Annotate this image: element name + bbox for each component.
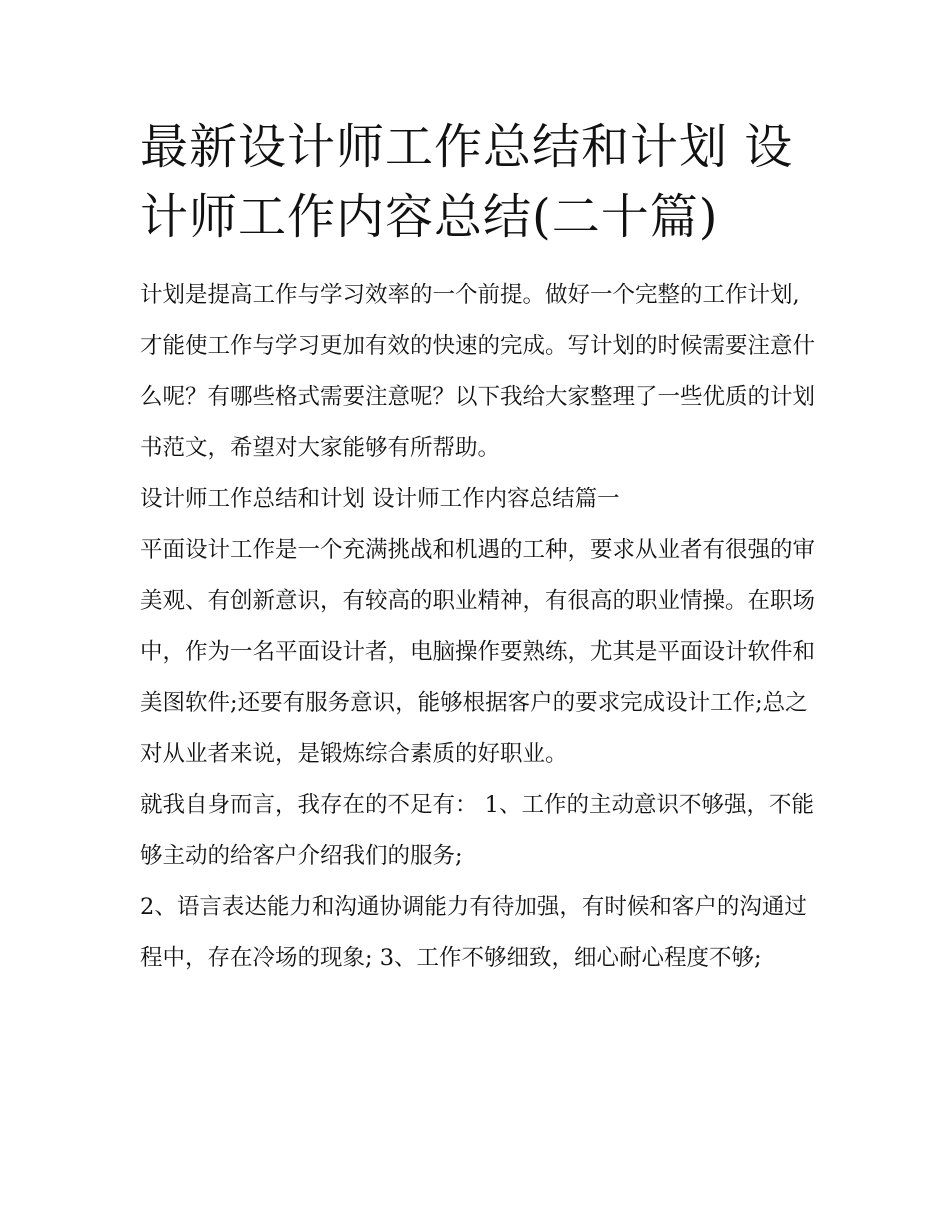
document-page [140, 112, 820, 984]
document-title: 最新设计师工作总结和计划 设计师工作内容总结(二十篇) [140, 119, 794, 245]
title-spacer [140, 252, 820, 270]
body-paragraph: 2、语言表达能力和沟通协调能力有待加强，有时候和客户的沟通过程中，存在冷场的现象; 3、工作不够细致，细心耐心程度不够; [140, 894, 807, 971]
section-heading: 设计师工作总结和计划 设计师工作内容总结篇一 [140, 486, 620, 512]
intro-paragraph: 计划是提高工作与学习效率的一个前提。做好一个完整的工作计划,才能使工作与学习更加有效的快速的完成。写计划的时候需要注意什么呢？有哪些格式需要注意呢？以下我给大家整理了一些优质的计划书范文，希望对大家能够有所帮助。 [140, 282, 816, 461]
body-paragraph: 平面设计工作是一个充满挑战和机遇的工种，要求从业者有很强的审美观、有创新意识，有较高的职业精神，有很高的职业情操。在职场中，作为一名平面设计者，电脑操作要熟练，尤其是平面设计软件和美图软件;还要有服务意识，能够根据客户的要求完成设计工作;总之对从业者来说，是锻炼综合素质的好职业。 [140, 537, 816, 767]
body-paragraph: 就我自身而言，我存在的不足有： 1、工作的主动意识不够强，不能够主动的给客户介绍我们的服务; [140, 792, 814, 869]
